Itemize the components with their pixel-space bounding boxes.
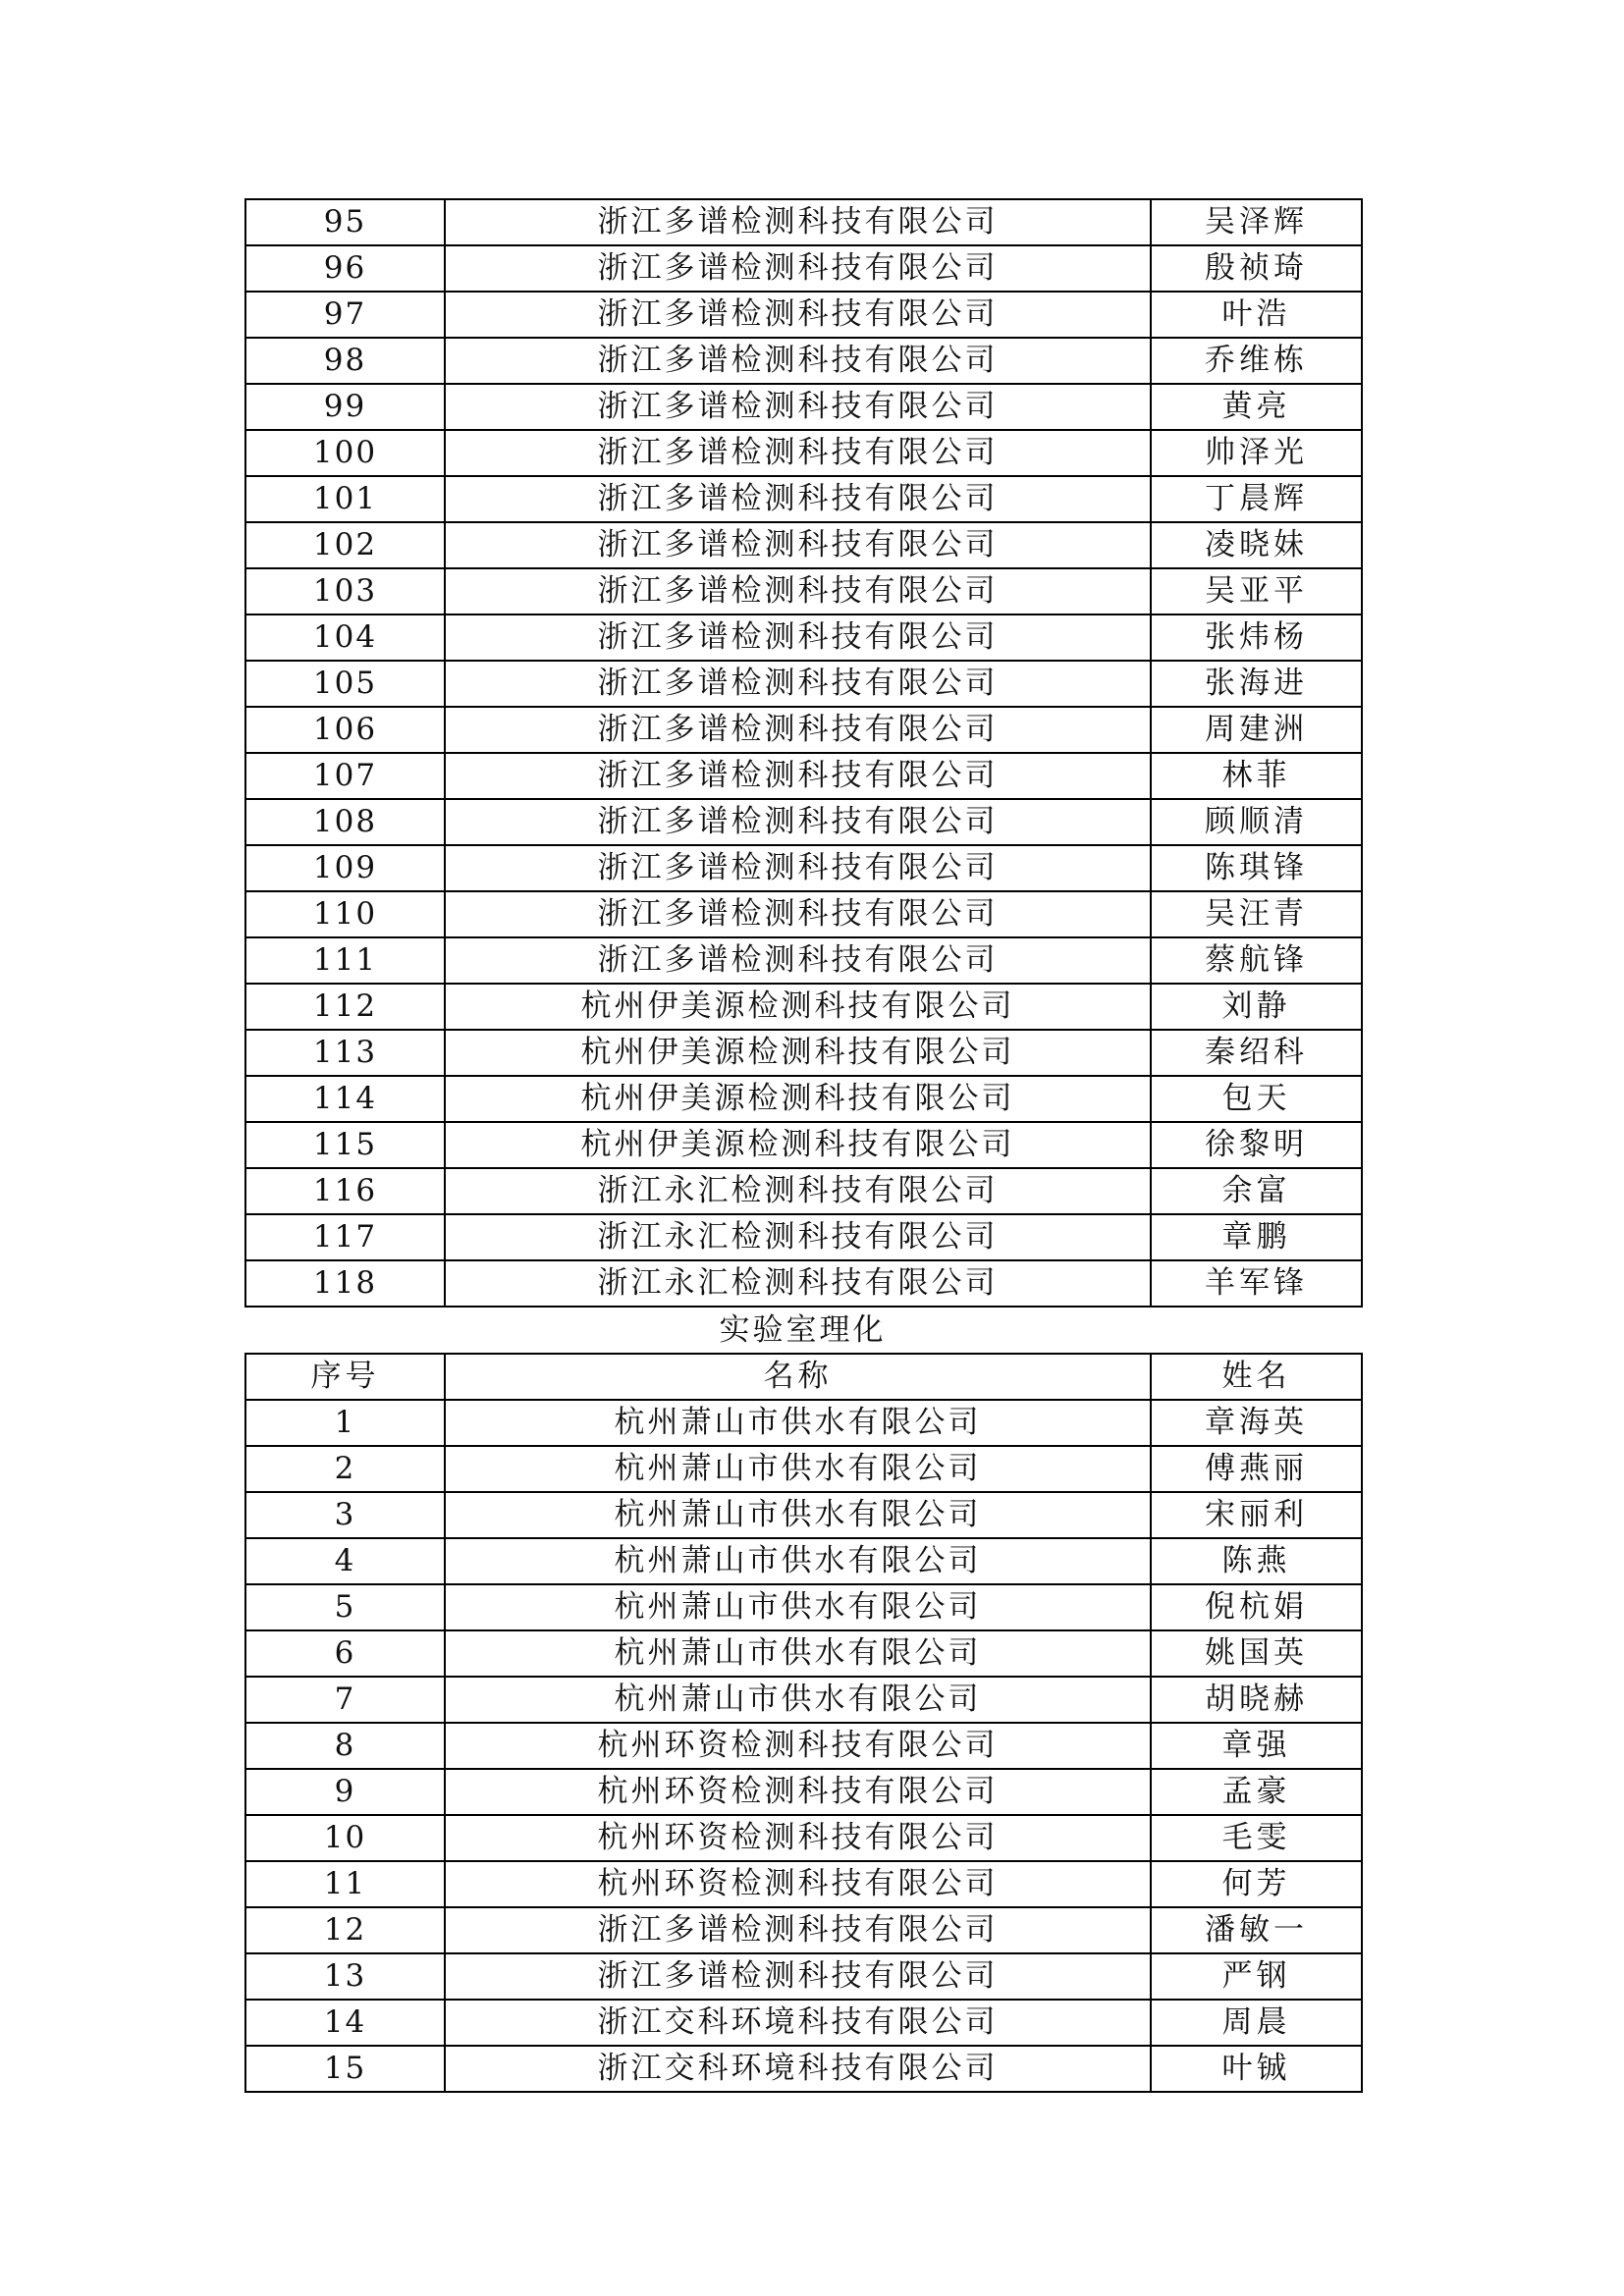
- person-name-cell: 吴泽辉: [1151, 199, 1362, 245]
- person-name-cell: 黄亮: [1151, 384, 1362, 430]
- table-row: [245, 1076, 1362, 1122]
- serial-number-cell: 12: [245, 1907, 445, 1953]
- company-name-cell: 浙江永汇检测科技有限公司: [445, 1260, 1151, 1307]
- company-name-cell: 杭州萧山市供水有限公司: [445, 1538, 1151, 1584]
- table-row: [245, 245, 1362, 292]
- person-name-cell: 秦绍科: [1151, 1030, 1362, 1076]
- person-name-cell: 陈琪锋: [1151, 845, 1362, 891]
- person-name-cell: 孟豪: [1151, 1769, 1362, 1815]
- person-name-cell: 羊军锋: [1151, 1260, 1362, 1307]
- person-name-cell: 倪杭娟: [1151, 1584, 1362, 1630]
- company-name-cell: 浙江多谱检测科技有限公司: [445, 384, 1151, 430]
- serial-number-cell: 108: [245, 799, 445, 845]
- company-name-cell: 浙江多谱检测科技有限公司: [445, 1953, 1151, 2000]
- person-name-cell: 叶浩: [1151, 292, 1362, 338]
- serial-number-cell: 109: [245, 845, 445, 891]
- person-name-cell: 吴亚平: [1151, 568, 1362, 614]
- header-person-name: 姓名: [1151, 1354, 1362, 1400]
- serial-number-cell: 111: [245, 937, 445, 984]
- table-row: [245, 1953, 1362, 2000]
- serial-number-cell: 6: [245, 1630, 445, 1677]
- table-row: [245, 707, 1362, 753]
- company-name-cell: 浙江永汇检测科技有限公司: [445, 1168, 1151, 1214]
- serial-number-cell: 102: [245, 522, 445, 568]
- person-name-cell: 蔡航锋: [1151, 937, 1362, 984]
- company-name-cell: 浙江多谱检测科技有限公司: [445, 430, 1151, 476]
- company-name-cell: 浙江多谱检测科技有限公司: [445, 753, 1151, 799]
- personnel-table-continued-body: [245, 199, 1362, 1307]
- company-name-cell: 杭州伊美源检测科技有限公司: [445, 1076, 1151, 1122]
- table-row: [245, 1538, 1362, 1584]
- serial-number-cell: 106: [245, 707, 445, 753]
- company-name-cell: 浙江多谱检测科技有限公司: [445, 614, 1151, 661]
- company-name-cell: 杭州伊美源检测科技有限公司: [445, 984, 1151, 1030]
- person-name-cell: 何芳: [1151, 1861, 1362, 1907]
- company-name-cell: 杭州萧山市供水有限公司: [445, 1492, 1151, 1538]
- person-name-cell: 周建洲: [1151, 707, 1362, 753]
- table-row: [245, 1584, 1362, 1630]
- person-name-cell: 吴汪青: [1151, 891, 1362, 937]
- company-name-cell: 杭州环资检测科技有限公司: [445, 1815, 1151, 1861]
- person-name-cell: 严钢: [1151, 1953, 1362, 2000]
- table-row: [245, 891, 1362, 937]
- serial-number-cell: 8: [245, 1723, 445, 1769]
- company-name-cell: 杭州萧山市供水有限公司: [445, 1400, 1151, 1446]
- company-name-cell: 杭州伊美源检测科技有限公司: [445, 1122, 1151, 1168]
- company-name-cell: 浙江交科环境科技有限公司: [445, 2000, 1151, 2046]
- person-name-cell: 顾顺清: [1151, 799, 1362, 845]
- company-name-cell: 浙江多谱检测科技有限公司: [445, 522, 1151, 568]
- serial-number-cell: 117: [245, 1214, 445, 1260]
- serial-number-cell: 118: [245, 1260, 445, 1307]
- serial-number-cell: 107: [245, 753, 445, 799]
- serial-number-cell: 10: [245, 1815, 445, 1861]
- serial-number-cell: 105: [245, 661, 445, 707]
- serial-number-cell: 14: [245, 2000, 445, 2046]
- person-name-cell: 刘静: [1151, 984, 1362, 1030]
- lab-physicochemical-table-body: [245, 1354, 1362, 2092]
- company-name-cell: 杭州伊美源检测科技有限公司: [445, 1030, 1151, 1076]
- company-name-cell: 杭州萧山市供水有限公司: [445, 1677, 1151, 1723]
- table-row: [245, 1630, 1362, 1677]
- person-name-cell: 姚国英: [1151, 1630, 1362, 1677]
- person-name-cell: 傅燕丽: [1151, 1446, 1362, 1492]
- person-name-cell: 章强: [1151, 1723, 1362, 1769]
- company-name-cell: 杭州萧山市供水有限公司: [445, 1446, 1151, 1492]
- table-row: [245, 2000, 1362, 2046]
- serial-number-cell: 110: [245, 891, 445, 937]
- serial-number-cell: 113: [245, 1030, 445, 1076]
- person-name-cell: 包天: [1151, 1076, 1362, 1122]
- serial-number-cell: 4: [245, 1538, 445, 1584]
- company-name-cell: 浙江多谱检测科技有限公司: [445, 338, 1151, 384]
- company-name-cell: 浙江多谱检测科技有限公司: [445, 707, 1151, 753]
- table-row: [245, 199, 1362, 245]
- company-name-cell: 杭州环资检测科技有限公司: [445, 1769, 1151, 1815]
- serial-number-cell: 5: [245, 1584, 445, 1630]
- table-row: [245, 845, 1362, 891]
- section-title: 实验室理化: [719, 1312, 887, 1348]
- table-row: [245, 568, 1362, 614]
- table-row: [245, 1492, 1362, 1538]
- serial-number-cell: 115: [245, 1122, 445, 1168]
- person-name-cell: 毛雯: [1151, 1815, 1362, 1861]
- company-name-cell: 浙江多谱检测科技有限公司: [445, 199, 1151, 245]
- serial-number-cell: 114: [245, 1076, 445, 1122]
- person-name-cell: 周晨: [1151, 2000, 1362, 2046]
- table-row: [245, 384, 1362, 430]
- serial-number-cell: 9: [245, 1769, 445, 1815]
- header-company-name: 名称: [445, 1354, 1151, 1400]
- serial-number-cell: 15: [245, 2046, 445, 2092]
- table-row: [245, 1723, 1362, 1769]
- table-row: [245, 753, 1362, 799]
- serial-number-cell: 2: [245, 1446, 445, 1492]
- person-name-cell: 殷祯琦: [1151, 245, 1362, 292]
- table-row: [245, 1214, 1362, 1260]
- table-row: [245, 984, 1362, 1030]
- serial-number-cell: 95: [245, 199, 445, 245]
- table-row: [245, 1677, 1362, 1723]
- company-name-cell: 浙江多谱检测科技有限公司: [445, 845, 1151, 891]
- table-row: [245, 1400, 1362, 1446]
- company-name-cell: 浙江多谱检测科技有限公司: [445, 476, 1151, 522]
- company-name-cell: 浙江多谱检测科技有限公司: [445, 661, 1151, 707]
- table-header-row: [245, 1354, 1362, 1400]
- table-row: [245, 338, 1362, 384]
- table-row: [245, 292, 1362, 338]
- table-row: [245, 1907, 1362, 1953]
- person-name-cell: 乔维栋: [1151, 338, 1362, 384]
- person-name-cell: 宋丽利: [1151, 1492, 1362, 1538]
- serial-number-cell: 103: [245, 568, 445, 614]
- personnel-table-continued: [244, 198, 1363, 1308]
- serial-number-cell: 3: [245, 1492, 445, 1538]
- serial-number-cell: 96: [245, 245, 445, 292]
- serial-number-cell: 7: [245, 1677, 445, 1723]
- serial-number-cell: 101: [245, 476, 445, 522]
- table-row: [245, 661, 1362, 707]
- serial-number-cell: 98: [245, 338, 445, 384]
- table-row: [245, 614, 1362, 661]
- table-row: [245, 1861, 1362, 1907]
- serial-number-cell: 97: [245, 292, 445, 338]
- person-name-cell: 张炜杨: [1151, 614, 1362, 661]
- table-row: [245, 1122, 1362, 1168]
- serial-number-cell: 11: [245, 1861, 445, 1907]
- company-name-cell: 浙江多谱检测科技有限公司: [445, 799, 1151, 845]
- company-name-cell: 浙江多谱检测科技有限公司: [445, 568, 1151, 614]
- person-name-cell: 余富: [1151, 1168, 1362, 1214]
- table-row: [245, 1030, 1362, 1076]
- table-row: [245, 1260, 1362, 1307]
- company-name-cell: 杭州萧山市供水有限公司: [445, 1584, 1151, 1630]
- serial-number-cell: 112: [245, 984, 445, 1030]
- serial-number-cell: 100: [245, 430, 445, 476]
- table-row: [245, 430, 1362, 476]
- person-name-cell: 胡晓赫: [1151, 1677, 1362, 1723]
- company-name-cell: 杭州环资检测科技有限公司: [445, 1723, 1151, 1769]
- table-row: [245, 937, 1362, 984]
- lab-physicochemical-table: [244, 1353, 1363, 2093]
- person-name-cell: 叶铖: [1151, 2046, 1362, 2092]
- person-name-cell: 陈燕: [1151, 1538, 1362, 1584]
- table-row: [245, 799, 1362, 845]
- serial-number-cell: 1: [245, 1400, 445, 1446]
- person-name-cell: 丁晨辉: [1151, 476, 1362, 522]
- person-name-cell: 章鹏: [1151, 1214, 1362, 1260]
- company-name-cell: 浙江多谱检测科技有限公司: [445, 891, 1151, 937]
- company-name-cell: 浙江多谱检测科技有限公司: [445, 937, 1151, 984]
- person-name-cell: 张海进: [1151, 661, 1362, 707]
- person-name-cell: 林菲: [1151, 753, 1362, 799]
- company-name-cell: 浙江永汇检测科技有限公司: [445, 1214, 1151, 1260]
- company-name-cell: 浙江多谱检测科技有限公司: [445, 1907, 1151, 1953]
- table-row: [245, 1446, 1362, 1492]
- table-row: [245, 1168, 1362, 1214]
- header-serial-number: 序号: [245, 1354, 445, 1400]
- company-name-cell: 浙江交科环境科技有限公司: [445, 2046, 1151, 2092]
- serial-number-cell: 116: [245, 1168, 445, 1214]
- company-name-cell: 杭州萧山市供水有限公司: [445, 1630, 1151, 1677]
- table-row: [245, 1769, 1362, 1815]
- serial-number-cell: 99: [245, 384, 445, 430]
- table-row: [245, 476, 1362, 522]
- person-name-cell: 章海英: [1151, 1400, 1362, 1446]
- table-row: [245, 522, 1362, 568]
- table-row: [245, 2046, 1362, 2092]
- company-name-cell: 浙江多谱检测科技有限公司: [445, 292, 1151, 338]
- person-name-cell: 潘敏一: [1151, 1907, 1362, 1953]
- person-name-cell: 徐黎明: [1151, 1122, 1362, 1168]
- table-row: [245, 1815, 1362, 1861]
- person-name-cell: 帅泽光: [1151, 430, 1362, 476]
- serial-number-cell: 13: [245, 1953, 445, 2000]
- serial-number-cell: 104: [245, 614, 445, 661]
- company-name-cell: 杭州环资检测科技有限公司: [445, 1861, 1151, 1907]
- company-name-cell: 浙江多谱检测科技有限公司: [445, 245, 1151, 292]
- person-name-cell: 凌晓妹: [1151, 522, 1362, 568]
